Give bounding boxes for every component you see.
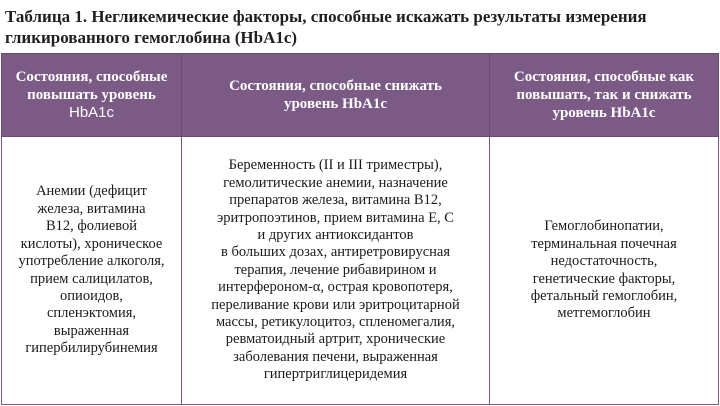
cell-line: опиоидов, [60, 287, 123, 304]
header-decrease-line-1: Состояния, способные снижать [229, 78, 442, 94]
table-title [5, 6, 710, 48]
factors-table [1, 53, 719, 405]
cell-line: прием салицилатов, [30, 270, 153, 287]
cell-line: терминальная почечная [531, 235, 677, 252]
cell-line: гипертриглицеридемия [263, 366, 408, 383]
table-title-line-1: Таблица 1. Негликемические факторы, способные искажать результаты измерения [5, 7, 647, 26]
cell-increase-conditions [2, 137, 182, 405]
header-increase-line-1: Состояния, способные [15, 69, 168, 85]
cell-line: Гемоглобинопатии, [544, 218, 664, 235]
cell-line: ревматоидный артрит, хронические [225, 331, 446, 348]
table-title-line-2: гликированного гемоглобина (HbA1c) [5, 28, 298, 47]
cell-line: интерфероном-α, острая кровопотеря, [218, 279, 453, 296]
header-both-line-1: Состояния, способные как [513, 69, 695, 85]
header-decrease-line-2: уровень HbA1c [283, 96, 388, 112]
cell-line: выраженная [53, 322, 130, 339]
table-header-row [2, 54, 719, 137]
cell-line: спленэктомия, [46, 305, 137, 322]
cell-line: препаратов железа, витамина B12, [229, 192, 442, 209]
cell-line: Анемии (дефицит [36, 183, 147, 200]
header-both-line-3: уровень HbA1c [552, 105, 656, 121]
cell-line: метгемоглобин [557, 305, 651, 322]
cell-line: употребление алкоголя, [18, 253, 165, 270]
cell-line: эритропоэтинов, прием витамина Е, С [217, 209, 454, 226]
cell-line: B12, фолиевой [45, 218, 138, 235]
cell-line: терапия, лечение рибавирином и [234, 261, 437, 278]
header-both [490, 54, 719, 137]
cell-line: массы, ретикулоцитоз, спленомегалия, [215, 314, 455, 331]
header-increase [2, 54, 182, 137]
cell-line: гипербилирубинемия [25, 340, 158, 357]
cell-line: гемолитические анемии, назначение [223, 174, 448, 191]
table-row [2, 137, 719, 405]
cell-line: фетальный гемоглобин, [530, 287, 678, 304]
header-both-line-2: повышать, так и снижать [516, 87, 692, 103]
cell-line: недостаточность, [550, 253, 658, 270]
cell-decrease-conditions [182, 137, 490, 405]
cell-line: и других антиоксидантов [257, 226, 414, 243]
header-increase-line-3: HbA1c [68, 104, 115, 121]
cell-line: железа, витамина [37, 200, 146, 217]
header-increase-line-2: повышать уровень [27, 87, 156, 103]
cell-line: переливание крови или эритроцитарной [211, 296, 460, 313]
cell-line: в больших дозах, антиретровирусная [220, 244, 451, 261]
cell-line: генетические факторы, [532, 270, 676, 287]
cell-line: заболевания печени, выраженная [233, 348, 438, 365]
header-decrease [182, 54, 490, 137]
cell-line: кислоты), хроническое [20, 235, 163, 252]
cell-both-conditions [490, 137, 719, 405]
cell-line: Беременность (II и III триместры), [228, 157, 443, 174]
